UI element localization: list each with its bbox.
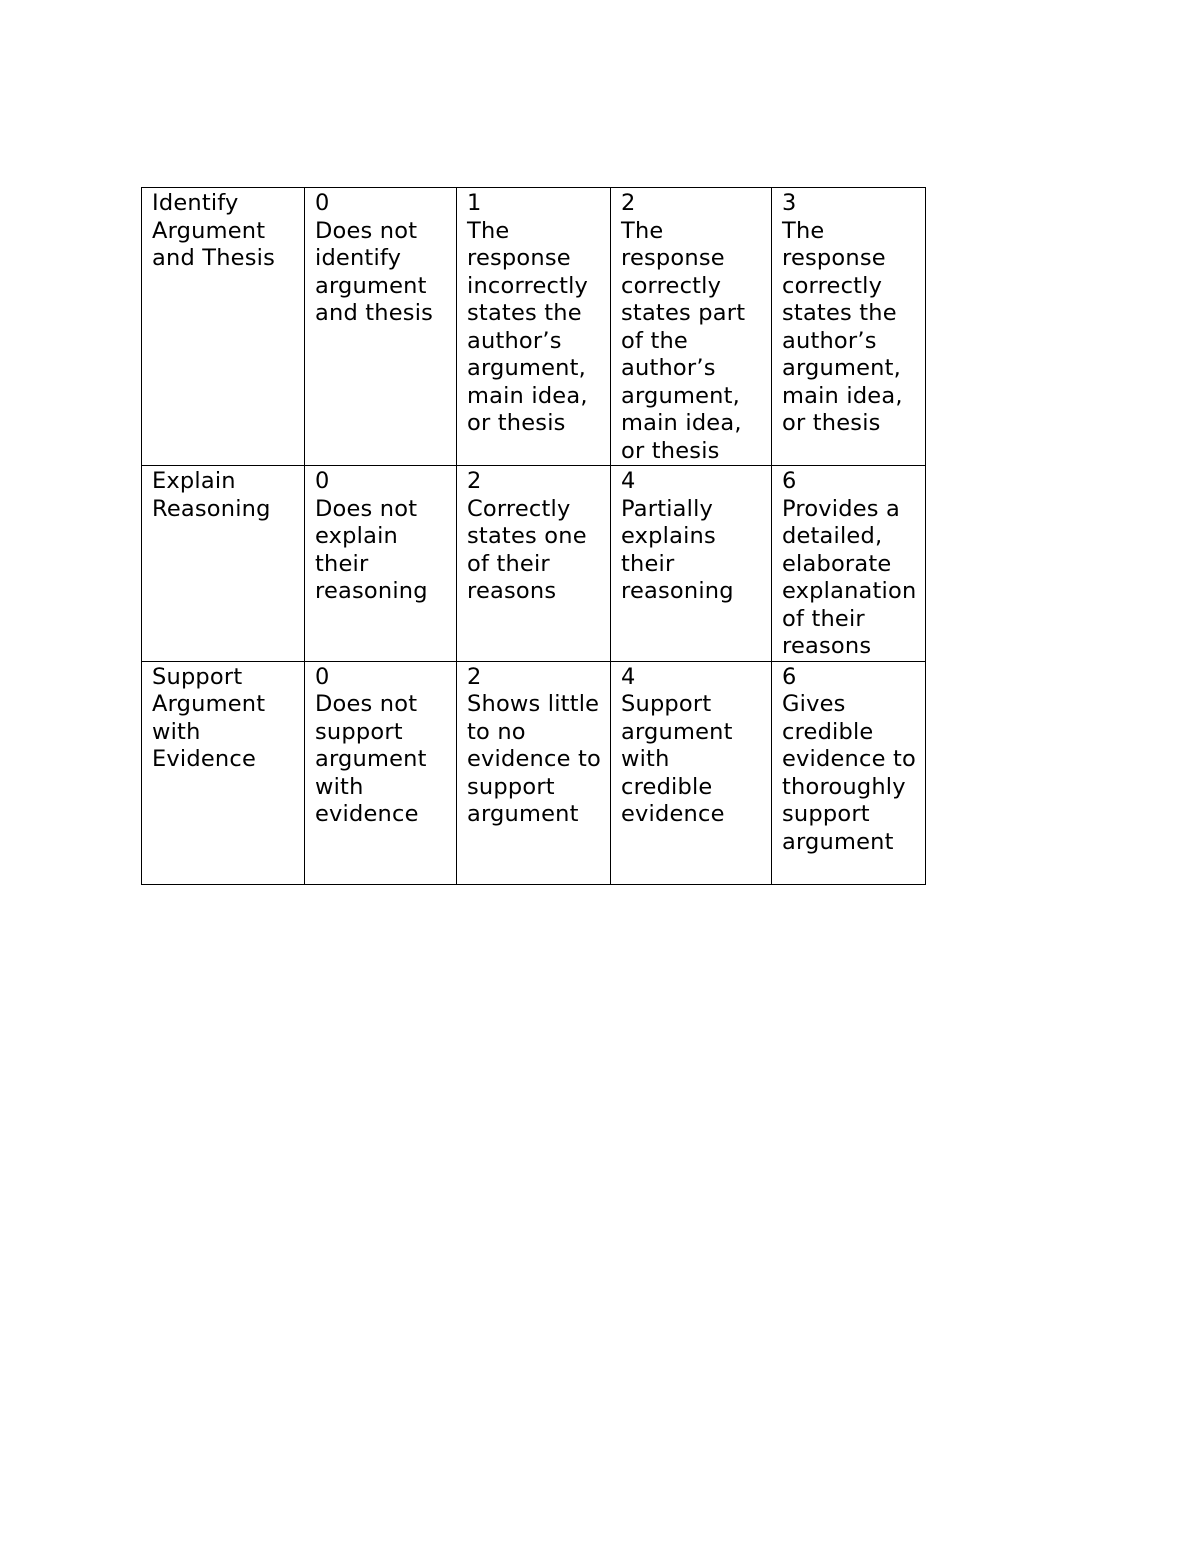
score-description: Does not identify argument and thesis — [315, 217, 434, 326]
score-cell — [611, 466, 772, 662]
score-description: Does not explain their reasoning — [315, 495, 428, 604]
score-description: The response correctly states the author’s argument, main idea, or thesis — [782, 217, 903, 436]
score-description: Does not support argument with evidence — [315, 691, 427, 827]
criterion-cell — [142, 466, 305, 662]
score-value: 2 — [467, 468, 482, 494]
score-description: Support argument with credible evidence — [621, 691, 733, 827]
criterion-cell — [142, 661, 305, 884]
score-cell — [611, 661, 772, 884]
score-description: The response correctly states part of the author’s argument, main idea, or thesis — [621, 217, 746, 464]
rubric-table — [141, 187, 926, 885]
score-cell — [457, 661, 611, 884]
score-description: Shows little to no evidence to support argument — [467, 691, 601, 827]
score-description: Provides a detailed, elaborate explanation of their reasons — [782, 495, 917, 659]
score-value: 2 — [467, 663, 482, 690]
score-value: 6 — [782, 663, 797, 690]
score-value: 4 — [621, 468, 636, 494]
score-cell — [457, 466, 611, 662]
table-row — [142, 661, 926, 884]
score-value: 6 — [782, 468, 797, 494]
score-description: Partially explains their reasoning — [621, 495, 734, 604]
score-value: 0 — [315, 468, 330, 494]
score-cell — [305, 661, 457, 884]
table-row — [142, 466, 926, 662]
criterion-cell — [142, 188, 305, 466]
score-description: Gives credible evidence to thoroughly support argument — [782, 691, 916, 855]
score-cell — [305, 466, 457, 662]
score-value: 2 — [621, 190, 636, 216]
score-value: 3 — [782, 190, 797, 216]
score-cell — [772, 188, 926, 466]
criterion-label: Explain Reasoning — [152, 468, 271, 522]
score-cell — [772, 466, 926, 662]
score-value: 0 — [315, 663, 330, 690]
score-value: 4 — [621, 663, 636, 690]
score-cell — [611, 188, 772, 466]
score-cell — [305, 188, 457, 466]
score-description: The response incorrectly states the author’s argument, main idea, or thesis — [467, 217, 589, 436]
table-row — [142, 188, 926, 466]
score-cell — [772, 661, 926, 884]
score-value: 1 — [467, 190, 482, 216]
criterion-label: Support Argument with Evidence — [152, 663, 266, 772]
score-description: Correctly states one of their reasons — [467, 495, 587, 604]
score-value: 0 — [315, 190, 330, 216]
criterion-label: Identify Argument and Thesis — [152, 190, 276, 271]
score-cell — [457, 188, 611, 466]
